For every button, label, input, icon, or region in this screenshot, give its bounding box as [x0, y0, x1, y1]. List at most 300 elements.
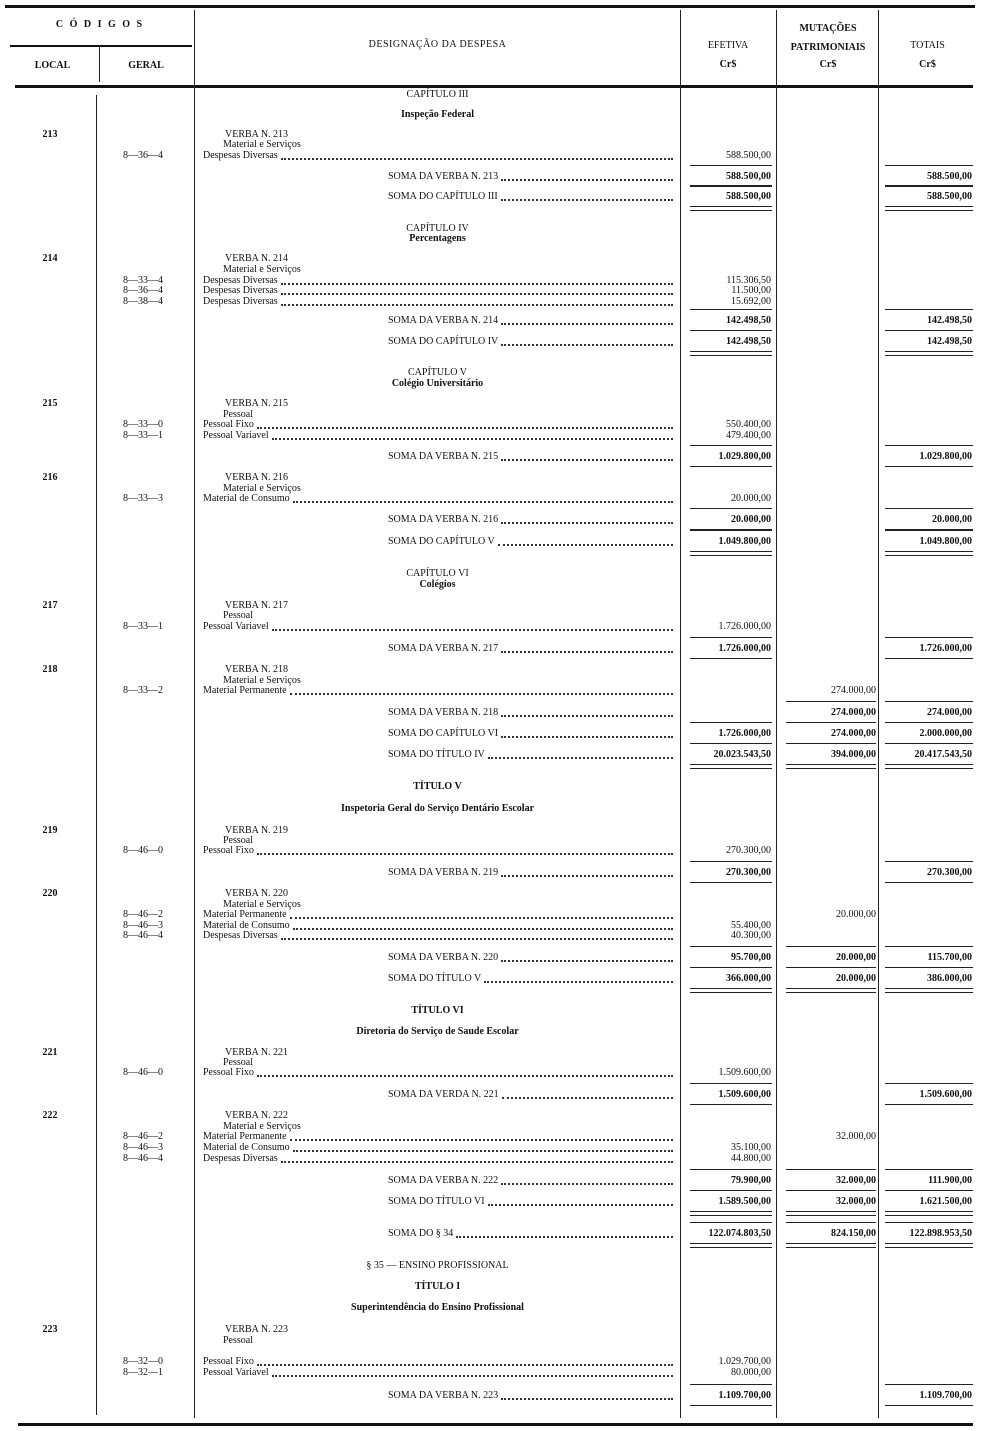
geral-code: 8—33—2: [123, 685, 163, 696]
local-code: 214: [42, 253, 58, 264]
value-totais: 1.509.600,00: [919, 1089, 972, 1100]
header-codigos: C Ó D I G O S: [55, 19, 145, 30]
value-efetiva: 1.029.700,00: [718, 1356, 771, 1367]
section-heading: TÍTULO V: [413, 781, 462, 792]
dot-leader: [501, 1175, 673, 1185]
geral-code: 8—46—0: [123, 1067, 163, 1078]
codigos-rule: [10, 45, 192, 47]
value-efetiva: 79.900,00: [731, 1175, 771, 1186]
sum-rule-below: [690, 351, 772, 352]
value-efetiva: 11.500,00: [731, 285, 771, 296]
header-efetiva: EFETIVA: [707, 40, 749, 51]
sum-rule-above: [786, 946, 876, 947]
label-text: SOMA DA VERBA N. 217: [388, 643, 499, 654]
sum-rule-below: [786, 1243, 876, 1244]
sum-rule-above: [690, 508, 772, 509]
table-row-item: [0, 296, 981, 308]
expense-description: [203, 930, 673, 942]
table-row-heading: [0, 1260, 981, 1272]
header-mutacoes-unit: Cr$: [819, 59, 837, 70]
label-text: SOMA DA VERBA N. 216: [388, 514, 499, 525]
label-text: Despesas Diversas: [203, 1153, 278, 1164]
value-totais: 2.000.000,00: [919, 728, 972, 739]
verba-label: VERBA N. 222: [225, 1110, 289, 1121]
page-bottom-rule: [18, 1423, 973, 1426]
sum-rule-above: [690, 637, 772, 638]
sum-rule-above: [690, 1169, 772, 1170]
local-code: 221: [42, 1047, 58, 1058]
sum-label: [388, 707, 673, 719]
sum-rule-below: [885, 882, 973, 883]
label-text: Pessoal Fixo: [203, 1356, 254, 1367]
value-efetiva: 366.000,00: [726, 973, 771, 984]
value-mutacoes: 274.000,00: [831, 707, 876, 718]
sum-rule-below: [786, 764, 876, 765]
sum-double-rule: [786, 768, 876, 769]
value-efetiva: 588.500,00: [726, 171, 771, 182]
section-heading: CAPÍTULO III: [406, 89, 469, 100]
table-row-item: [0, 845, 981, 857]
sum-label: [388, 1175, 673, 1187]
sum-label: [388, 1228, 673, 1240]
dot-leader: [501, 707, 673, 717]
sum-rule-below: [885, 351, 973, 352]
value-totais: 1.726.000,00: [919, 643, 972, 654]
label-text: SOMA DO TÍTULO V: [388, 973, 482, 984]
sum-rule-above: [885, 861, 973, 862]
sum-rule-above: [786, 1190, 876, 1191]
table-row-heading: [0, 1005, 981, 1017]
geral-code: 8—32—0: [123, 1356, 163, 1367]
table-row-heading: [0, 1281, 981, 1293]
table-row-sum: [0, 514, 981, 526]
table-row-sum: [0, 336, 981, 348]
verba-category: Material e Serviços: [223, 139, 301, 150]
sum-label: [388, 1089, 673, 1101]
value-totais: 142.498,50: [927, 315, 972, 326]
label-text: SOMA DO CAPÍTULO V: [388, 536, 495, 547]
value-efetiva: 115.306,50: [726, 275, 771, 286]
sum-rule-below: [690, 882, 772, 883]
value-efetiva: 35.100,00: [731, 1142, 771, 1153]
table-row-sum: [0, 451, 981, 463]
sum-rule-above: [885, 165, 973, 166]
section-heading: CAPÍTULO VI: [406, 568, 469, 579]
table-row-sum: [0, 973, 981, 985]
sum-rule-below: [690, 1104, 772, 1105]
sum-label: [388, 514, 673, 526]
sum-rule-below: [690, 764, 772, 765]
dot-leader: [501, 643, 673, 653]
table-row-subheading: [0, 378, 981, 390]
sum-label: [388, 973, 673, 985]
value-totais: 142.498,50: [927, 336, 972, 347]
sum-rule-above: [690, 445, 772, 446]
sum-double-rule: [885, 355, 973, 356]
geral-code: 8—36—4: [123, 150, 163, 161]
sum-rule-above: [690, 185, 772, 186]
sum-rule-below: [885, 206, 973, 207]
label-text: SOMA DO CAPÍTULO VI: [388, 728, 499, 739]
value-totais: 1.029.800,00: [919, 451, 972, 462]
sum-rule-above: [690, 330, 772, 331]
sum-rule-below: [885, 658, 973, 659]
value-efetiva: 1.109.700,00: [718, 1390, 771, 1401]
dot-leader: [501, 867, 673, 877]
value-totais: 20.417.543,50: [914, 749, 972, 760]
table-row-sum: [0, 171, 981, 183]
expense-description: [203, 1153, 673, 1165]
value-efetiva: 40.300,00: [731, 930, 771, 941]
dot-leader: [281, 275, 673, 285]
label-text: Despesas Diversas: [203, 285, 278, 296]
label-text: SOMA DA VERBA N. 213: [388, 171, 499, 182]
verba-label: VERBA N. 219: [225, 825, 289, 836]
sum-label: [388, 191, 673, 203]
sum-rule-above: [885, 330, 973, 331]
label-text: SOMA DA VERBA N. 220: [388, 952, 499, 963]
table-row-item: [0, 430, 981, 442]
label-text: Despesas Diversas: [203, 150, 278, 161]
label-text: Material de Consumo: [203, 493, 290, 504]
section-heading: CAPÍTULO V: [408, 367, 467, 378]
dot-leader: [281, 285, 673, 295]
table-row-item: [0, 150, 981, 162]
dot-leader: [488, 749, 673, 759]
value-efetiva: 95.700,00: [731, 952, 771, 963]
geral-code: 8—46—0: [123, 845, 163, 856]
table-row-subheading: [0, 1302, 981, 1314]
top-rule: [5, 5, 975, 8]
dot-leader: [293, 493, 673, 503]
geral-code: 8—32—1: [123, 1367, 163, 1378]
table-row-item: [0, 1067, 981, 1079]
sum-rule-above: [885, 1083, 973, 1084]
sum-label: [388, 536, 673, 548]
sum-rule-below: [690, 1211, 772, 1212]
label-text: Material Permanente: [203, 1131, 287, 1142]
verba-category: Material e Serviços: [223, 483, 301, 494]
sum-rule-above: [885, 743, 973, 744]
value-efetiva: 1.726.000,00: [718, 728, 771, 739]
header-efetiva-unit: Cr$: [719, 59, 737, 70]
dot-leader: [281, 930, 673, 940]
geral-code: 8—33—4: [123, 275, 163, 286]
section-heading: § 35 — ENSINO PROFISSIONAL: [366, 1260, 509, 1271]
sum-rule-below: [885, 1211, 973, 1212]
dot-leader: [501, 336, 673, 346]
dot-leader: [488, 1196, 673, 1206]
table-row-sum: [0, 191, 981, 203]
local-code: 216: [42, 472, 58, 483]
expense-description: [203, 621, 673, 633]
sum-rule-above: [690, 722, 772, 723]
label-text: Despesas Diversas: [203, 296, 278, 307]
local-code: 218: [42, 664, 58, 675]
dot-leader: [501, 514, 673, 524]
section-heading: CAPÍTULO IV: [406, 223, 469, 234]
value-totais: 588.500,00: [927, 191, 972, 202]
table-row-sum: [0, 1196, 981, 1208]
value-mutacoes: 20.000,00: [836, 909, 876, 920]
geral-code: 8—46—2: [123, 1131, 163, 1142]
label-text: SOMA DA VERBA N. 219: [388, 867, 499, 878]
header-bottom-rule: [15, 85, 973, 88]
value-totais: 111.900,00: [928, 1175, 972, 1186]
sum-double-rule: [786, 992, 876, 993]
sum-double-rule: [885, 210, 973, 211]
value-efetiva: 80.000,00: [731, 1367, 771, 1378]
sum-double-rule: [690, 210, 772, 211]
value-mutacoes: 274.000,00: [831, 728, 876, 739]
section-subheading: Superintendência do Ensino Profissional: [351, 1302, 524, 1313]
dot-leader: [272, 430, 673, 440]
table-row-verba-sub: [0, 1335, 981, 1347]
verba-label: VERBA N. 213: [225, 129, 289, 140]
sum-rule-below: [885, 1104, 973, 1105]
sum-rule-below: [690, 658, 772, 659]
expense-description: [203, 685, 673, 697]
dot-leader: [456, 1228, 673, 1238]
value-totais: 1.109.700,00: [919, 1390, 972, 1401]
geral-code: 8—33—1: [123, 621, 163, 632]
label-text: SOMA DA VERBA N. 218: [388, 707, 499, 718]
sum-double-rule: [885, 555, 973, 556]
value-mutacoes: 20.000,00: [836, 973, 876, 984]
value-efetiva: 20.023.543,50: [713, 749, 771, 760]
sum-label: [388, 171, 673, 183]
sum-rule-above: [690, 1222, 772, 1223]
section-subheading: Inspetoria Geral do Serviço Dentário Escolar: [340, 803, 535, 814]
sum-label: [388, 952, 673, 964]
sum-label: [388, 749, 673, 761]
table-row-subheading: [0, 803, 981, 815]
sum-rule-below: [885, 1243, 973, 1244]
sum-rule-above: [690, 530, 772, 531]
sum-rule-above: [690, 861, 772, 862]
sum-rule-below: [885, 466, 973, 467]
label-text: SOMA DO CAPÍTULO IV: [388, 336, 499, 347]
geral-code: 8—33—1: [123, 430, 163, 441]
sum-rule-below: [690, 1405, 772, 1406]
sum-rule-above: [690, 165, 772, 166]
label-text: Despesas Diversas: [203, 930, 278, 941]
section-subheading: Percentagens: [409, 233, 466, 244]
dot-leader: [257, 419, 673, 429]
geral-code: 8—46—2: [123, 909, 163, 920]
sum-rule-above: [786, 967, 876, 968]
local-code: 220: [42, 888, 58, 899]
expense-description: [203, 1367, 673, 1379]
value-efetiva: 1.726.000,00: [718, 621, 771, 632]
label-text: Material de Consumo: [203, 1142, 290, 1153]
dot-leader: [484, 973, 673, 983]
sum-label: [388, 643, 673, 655]
sum-label: [388, 315, 673, 327]
sum-rule-below: [786, 1211, 876, 1212]
sum-rule-above: [690, 1190, 772, 1191]
value-efetiva: 142.498,50: [726, 336, 771, 347]
table-row-sum: [0, 952, 981, 964]
table-row-heading: [0, 89, 981, 101]
table-row-sum: [0, 1390, 981, 1402]
sum-rule-above: [690, 967, 772, 968]
table-row-sum: [0, 867, 981, 879]
label-text: Material Permanente: [203, 685, 287, 696]
value-efetiva: 479.400,00: [726, 430, 771, 441]
sum-rule-above: [690, 309, 772, 310]
label-text: SOMA DA VERDA N. 221: [388, 1089, 499, 1100]
geral-code: 8—46—3: [123, 920, 163, 931]
dot-leader: [501, 315, 673, 325]
table-row-subheading: [0, 579, 981, 591]
sum-label: [388, 867, 673, 879]
sum-rule-above: [786, 743, 876, 744]
value-totais: 115.700,00: [927, 952, 972, 963]
label-text: SOMA DO TÍTULO VI: [388, 1196, 485, 1207]
label-text: Pessoal Variavel: [203, 621, 269, 632]
value-efetiva: 122.074.803,50: [708, 1228, 771, 1239]
label-text: SOMA DO CAPÍTULO III: [388, 191, 498, 202]
section-subheading: Inspeção Federal: [400, 109, 475, 120]
table-row-item: [0, 493, 981, 505]
expense-description: [203, 1067, 673, 1079]
header-mutacoes: MUTAÇÕES PATRIMONIAIS: [790, 23, 866, 53]
value-efetiva: 1.509.600,00: [718, 1067, 771, 1078]
sum-rule-above: [885, 701, 973, 702]
value-totais: 588.500,00: [927, 171, 972, 182]
value-efetiva: 15.692,00: [731, 296, 771, 307]
sum-double-rule: [690, 992, 772, 993]
sum-double-rule: [885, 1215, 973, 1216]
section-subheading: Diretoria do Serviço de Saude Escolar: [356, 1026, 519, 1037]
expense-description: [203, 845, 673, 857]
table-row-sum: [0, 728, 981, 740]
table-row-sum: [0, 749, 981, 761]
table-row-item: [0, 685, 981, 697]
dot-leader: [257, 845, 673, 855]
value-efetiva: 1.589.500,00: [718, 1196, 771, 1207]
dot-leader: [293, 920, 673, 930]
dot-leader: [281, 296, 673, 306]
label-text: SOMA DA VERBA N. 215: [388, 451, 499, 462]
value-efetiva: 588.500,00: [726, 150, 771, 161]
dot-leader: [272, 621, 673, 631]
value-efetiva: 55.400,00: [731, 920, 771, 931]
table-row-item: [0, 621, 981, 633]
verba-category: Pessoal: [223, 610, 253, 621]
verba-label: VERBA N. 215: [225, 398, 289, 409]
dot-leader: [281, 1153, 673, 1163]
label-text: Despesas Diversas: [203, 275, 278, 286]
label-text: Material de Consumo: [203, 920, 290, 931]
value-efetiva: 1.509.600,00: [718, 1089, 771, 1100]
table-row-sum: [0, 707, 981, 719]
sum-rule-above: [885, 309, 973, 310]
header-totais: TOTAIS: [910, 40, 945, 51]
dot-leader: [501, 171, 673, 181]
sum-double-rule: [690, 768, 772, 769]
sum-rule-below: [885, 764, 973, 765]
section-subheading: Colégios: [419, 579, 456, 590]
local-code: 213: [42, 129, 58, 140]
label-text: Pessoal Fixo: [203, 845, 254, 856]
value-efetiva: 270.300,00: [726, 867, 771, 878]
sum-rule-below: [690, 186, 772, 187]
geral-code: 8—46—4: [123, 1153, 163, 1164]
sum-rule-above: [690, 1083, 772, 1084]
verba-label: VERBA N. 221: [225, 1047, 289, 1058]
value-efetiva: 588.500,00: [726, 191, 771, 202]
sum-rule-above: [885, 445, 973, 446]
value-totais: 1.049.800,00: [919, 536, 972, 547]
dot-leader: [501, 728, 673, 738]
header-local: LOCAL: [34, 60, 71, 71]
label-text: SOMA DA VERBA N. 222: [388, 1175, 499, 1186]
sum-rule-above: [885, 637, 973, 638]
geral-code: 8—38—4: [123, 296, 163, 307]
value-totais: 20.000,00: [932, 514, 972, 525]
sum-label: [388, 336, 673, 348]
sum-label: [388, 1390, 673, 1402]
sum-rule-above: [786, 722, 876, 723]
geral-code: 8—33—0: [123, 419, 163, 430]
value-mutacoes: 32.000,00: [836, 1175, 876, 1186]
table-row-sum: [0, 1089, 981, 1101]
table-row-subheading: [0, 233, 981, 245]
verba-label: VERBA N. 223: [225, 1324, 289, 1335]
dot-leader: [501, 1390, 673, 1400]
expense-description: [203, 430, 673, 442]
section-heading: TÍTULO I: [414, 1281, 461, 1292]
sum-double-rule: [885, 992, 973, 993]
sum-double-rule: [690, 1247, 772, 1248]
dot-leader: [257, 1067, 673, 1077]
value-efetiva: 1.029.800,00: [718, 451, 771, 462]
label-text: SOMA DA VERBA N. 223: [388, 1390, 499, 1401]
verba-category: Pessoal: [223, 835, 253, 846]
verba-label: VERBA N. 220: [225, 888, 289, 899]
sum-double-rule: [690, 555, 772, 556]
table-row-item: [0, 1153, 981, 1165]
value-efetiva: 142.498,50: [726, 315, 771, 326]
geral-code: 8—33—3: [123, 493, 163, 504]
verba-category: Material e Serviços: [223, 675, 301, 686]
sum-rule-above: [885, 185, 973, 186]
label-text: Material Permanente: [203, 909, 287, 920]
value-mutacoes: 32.000,00: [836, 1131, 876, 1142]
table-row-item: [0, 1367, 981, 1379]
section-heading: TÍTULO VI: [411, 1005, 464, 1016]
sum-rule-above: [885, 1222, 973, 1223]
sum-rule-below: [690, 988, 772, 989]
sum-rule-above: [885, 1169, 973, 1170]
value-mutacoes: 32.000,00: [836, 1196, 876, 1207]
sum-rule-below: [885, 186, 973, 187]
geral-code: 8—46—4: [123, 930, 163, 941]
label-text: SOMA DO § 34: [388, 1228, 454, 1239]
sum-rule-above: [786, 1169, 876, 1170]
verba-category: Material e Serviços: [223, 1121, 301, 1132]
sum-rule-below: [690, 206, 772, 207]
value-mutacoes: 20.000,00: [836, 952, 876, 963]
sum-rule-below: [690, 466, 772, 467]
label-text: Pessoal Fixo: [203, 419, 254, 430]
dot-leader: [501, 451, 673, 461]
dot-leader: [498, 536, 673, 546]
verba-label: VERBA N. 216: [225, 472, 289, 483]
sum-rule-below: [885, 551, 973, 552]
